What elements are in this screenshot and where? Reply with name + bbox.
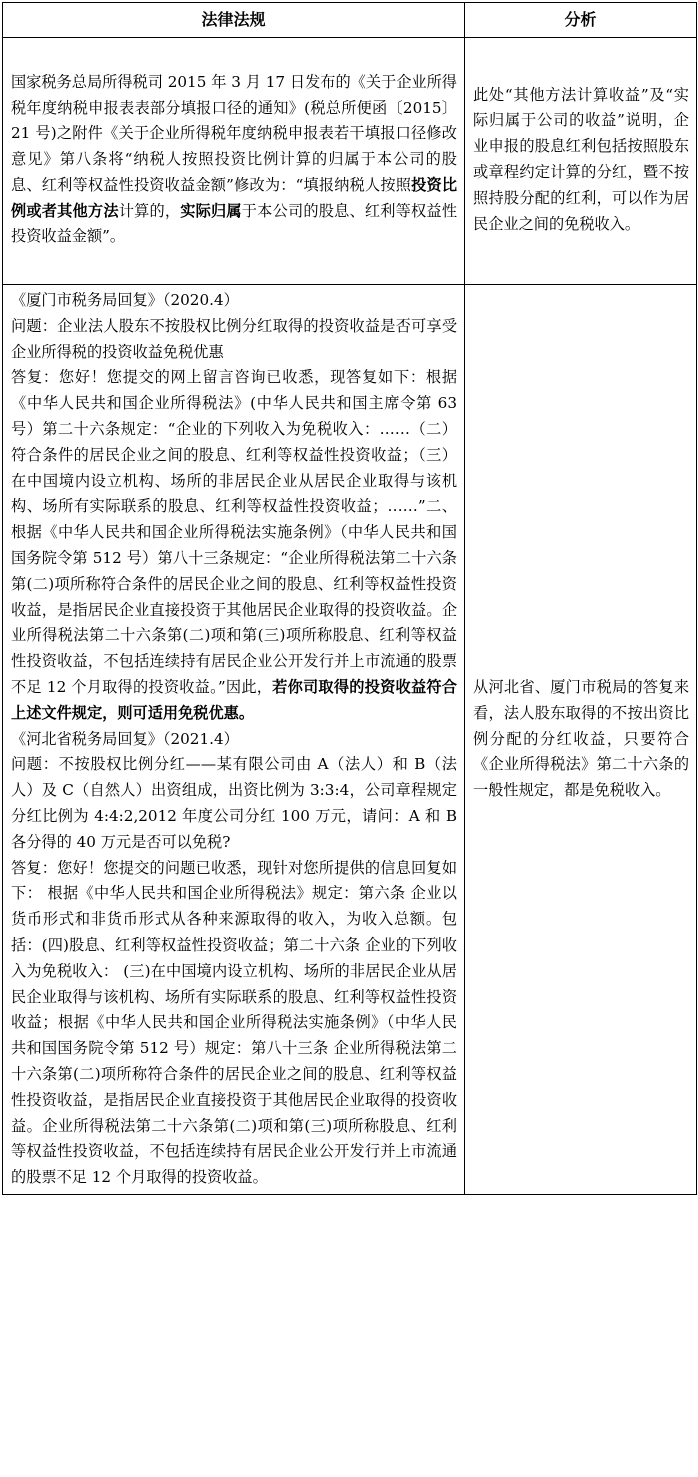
question-text: 问题：企业法人股东不按股权比例分红取得的投资收益是否可享受企业所得税的投资收益免税优惠 <box>11 316 457 361</box>
analysis-cell <box>465 38 697 285</box>
analysis-cell <box>465 285 697 1195</box>
law-text-part: 国家税务总局所得税司 2015 年 3 月 17 日发布的《关于企业所得税年度纳税申报表表部分填报口径的通知》(税总所便函〔2015〕21 号)之附件《关于企业所得税年度纳税申报表若干填报口径修改意见》第八条将“纳税人按照投资比例计算的归属于本公司的股息、红利等权益性投资收益金额”修改为：“填报纳税人按照 <box>11 72 457 194</box>
analysis-text: 此处“其他方法计算收益”及“实际归属于公司的收益”说明，企业申报的股息红利包括按照股东或章程约定计算的分红，暨不按照持股分配的红利，可以作为居民企业之间的免税收入。 <box>473 85 689 233</box>
law-cell <box>3 38 465 285</box>
answer-text-part: 答复：您好！您提交的网上留言咨询已收悉，现答复如下：根据《中华人民共和国企业所得税法》(中华人民共和国主席令第 63 号）第二十六条规定：“企业的下列收入为免税收入：……（二）符合条件的居民企业之间的股息、红利等权益性投资收益；（三）在中国境内设立机构、场所的非居民企业从居民企业取得与该机构、场所有实际联系的股息、红利等权益性投资收益；……”二、根据《中华人民共和国企业所得税法实施条例》（中华人民共和国国务院令第 512 号）第八十三条规定：“企业所得税法第二十六条第(二)项所称符合条件的居民企业之间的股息、红利等权益性投资收益，是指居民企业直接投资于其他居民企业取得的投资收益。企业所得税法第二十六条第(二)项和第(三)项所称股息、红利等权益性投资收益，不包括连续持有居民企业公开发行并上市流通的股票不足 12 个月取得的投资收益。”因此， <box>11 368 457 696</box>
header-analysis: 分析 <box>465 3 697 38</box>
table-row <box>3 285 697 1195</box>
answer-text: 答复：您好！您提交的问题已收悉，现针对您所提供的信息回复如下： 根据《中华人民共和国企业所得税法》规定：第六条 企业以货币形式和非货币形式从各种来源取得的收入，为收入总额。包括：(四)股息、红利等权益性投资收益；第二十六条 企业的下列收入为免税收入： (三)在中国境内设立机构、场所的非居民企业从居民企业取得与该机构、场所有实际联系的股息、红利等权益性投资收益；根据《中华人民共和国企业所得税法实施条例》（中华人民共和国国务院令第 512 号）规定：第八十三条 企业所得税法第二十六条第(二)项所称符合条件的居民企业之间的股息、红利等权益性投资收益，是指居民企业直接投资于其他居民企业取得的投资收益。企业所得税法第二十六条第(二)项和第(三)项所称股息、红利等权益性投资收益，不包括连续持有居民企业公开发行并上市流通的股票不足 12 个月取得的投资收益。 <box>11 858 457 1187</box>
analysis-text: 从河北省、厦门市税局的答复来看，法人股东取得的不按出资比例分配的分红收益，只要符合《企业所得税法》第二十六条的一般性规定，都是免税收入。 <box>473 677 689 800</box>
law-text-part: 于本公司的股息、红利等权益性投资收益金额”。 <box>11 201 458 246</box>
law-analysis-table <box>2 2 697 1195</box>
answer-text-bold: 若你司取得的投资收益符合上述文件规定，则可适用免税优惠。 <box>11 677 457 722</box>
law-cell <box>3 285 465 1195</box>
law-text-part: 计算的， <box>118 201 181 220</box>
question-text: 问题：不按股权比例分红——某有限公司由 A（法人）和 B（法人）及 C（自然人）出资组成，出资比例为 3:3:4，公司章程规定分红比例为 4:4:2,2012 年度公司分红 100 万元，请问：A 和 B 各分得的 40 万元是否可以免税? <box>11 755 457 851</box>
source-title: 《河北省税务局回复》（2021.4） <box>11 729 239 748</box>
table-row <box>3 38 697 285</box>
answer-text <box>11 365 457 726</box>
law-text-bold: 实际归属 <box>180 201 242 220</box>
header-laws: 法律法规 <box>3 3 465 38</box>
law-text-bold: 投资比例或者其他方法 <box>11 175 458 220</box>
source-title: 《厦门市税务局回复》（2020.4） <box>11 291 239 309</box>
law-text <box>3 68 464 255</box>
table-header-row <box>3 3 697 38</box>
